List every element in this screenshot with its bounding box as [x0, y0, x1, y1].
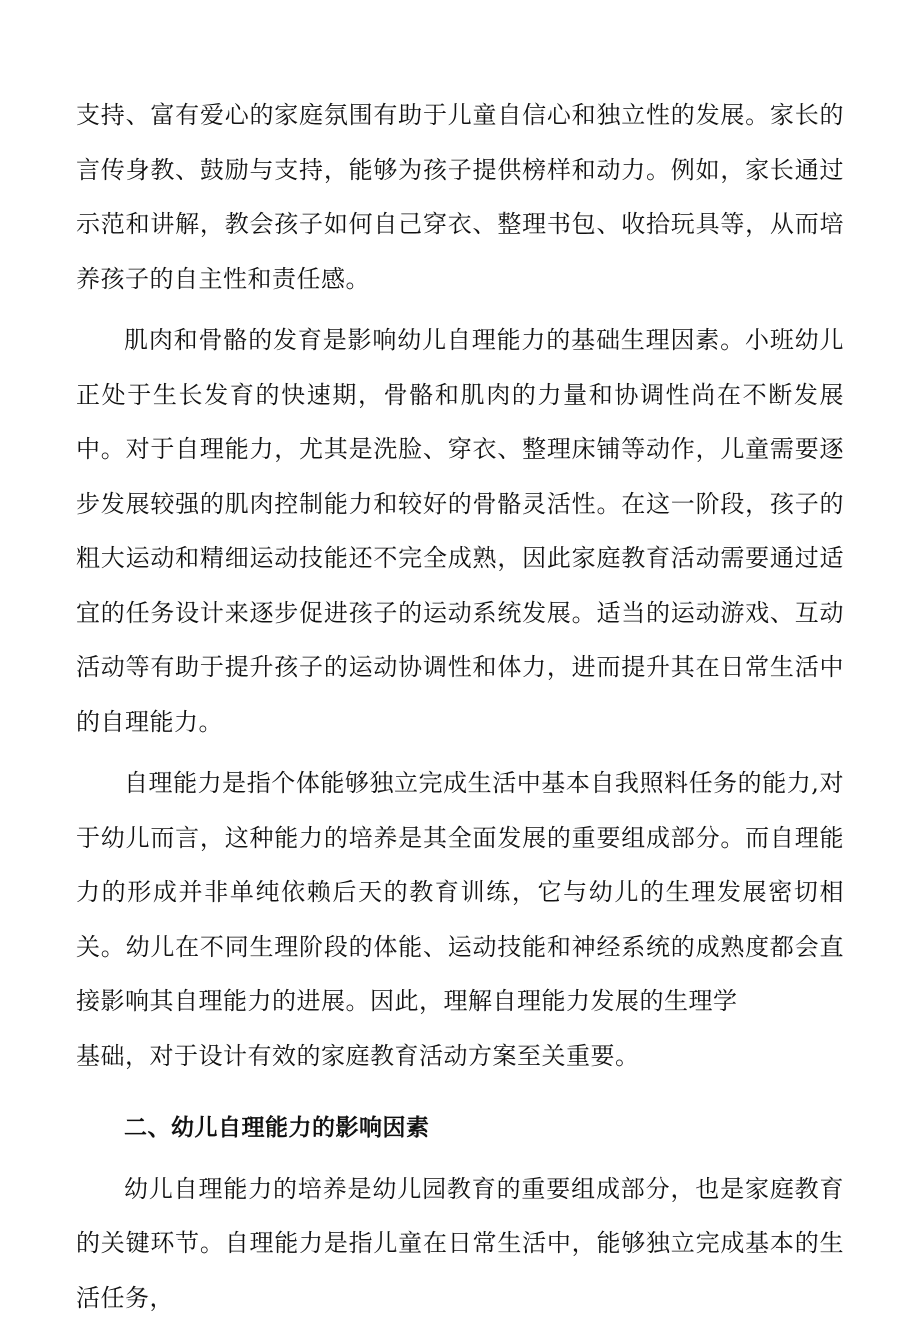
paragraph-muscle-bone: 肌肉和骨骼的发育是影响幼儿自理能力的基础生理因素。小班幼儿正处于生长发育的快速期，骨骼和肌肉的力量和协调性尚在不断发展中。对于自理能力，尤其是洗脸、穿衣、整理床铺等动作，儿童需要逐步发展较强的肌肉控制能力和较好的骨骼灵活性。在这一阶段，孩子的粗大运动和精细运动技能还不完全成熟，因此家庭教育活动需要通过适宜的任务设计来逐步促进孩子的运动系统发展。适当的运动游戏、互动活动等有助于提升孩子的运动协调性和体力，进而提升其在日常生活中的自理能力。	[76, 313, 844, 749]
section-heading: 二、幼儿自理能力的影响因素	[76, 1101, 844, 1156]
paragraph-self-care-definition: 自理能力是指个体能够独立完成生活中基本自我照料任务的能力,对于幼儿而言，这种能力的培养是其全面发展的重要组成部分。而自理能力的形成并非单纯依赖后天的教育训练，它与幼儿的生理发展密切相关。幼儿在不同生理阶段的体能、运动技能和神经系统的成熟度都会直接影响其自理能力的进展。因此，理解自理能力发展的生理学	[76, 756, 844, 1029]
paragraph-self-care-cultivation: 幼儿自理能力的培养是幼儿园教育的重要组成部分，也是家庭教育的关键环节。自理能力是指儿童在日常生活中，能够独立完成基本的生活任务，	[76, 1162, 844, 1325]
paragraph-family-atmosphere: 支持、富有爱心的家庭氛围有助于儿童自信心和独立性的发展。家长的言传身教、鼓励与支持，能够为孩子提供榜样和动力。例如，家长通过示范和讲解，教会孩子如何自己穿衣、整理书包、收拾玩具等，从而培养孩子的自主性和责任感。	[76, 88, 844, 306]
paragraph-self-care-definition-continued: 基础，对于设计有效的家庭教育活动方案至关重要。	[76, 1029, 844, 1084]
document-page	[76, 88, 844, 1325]
